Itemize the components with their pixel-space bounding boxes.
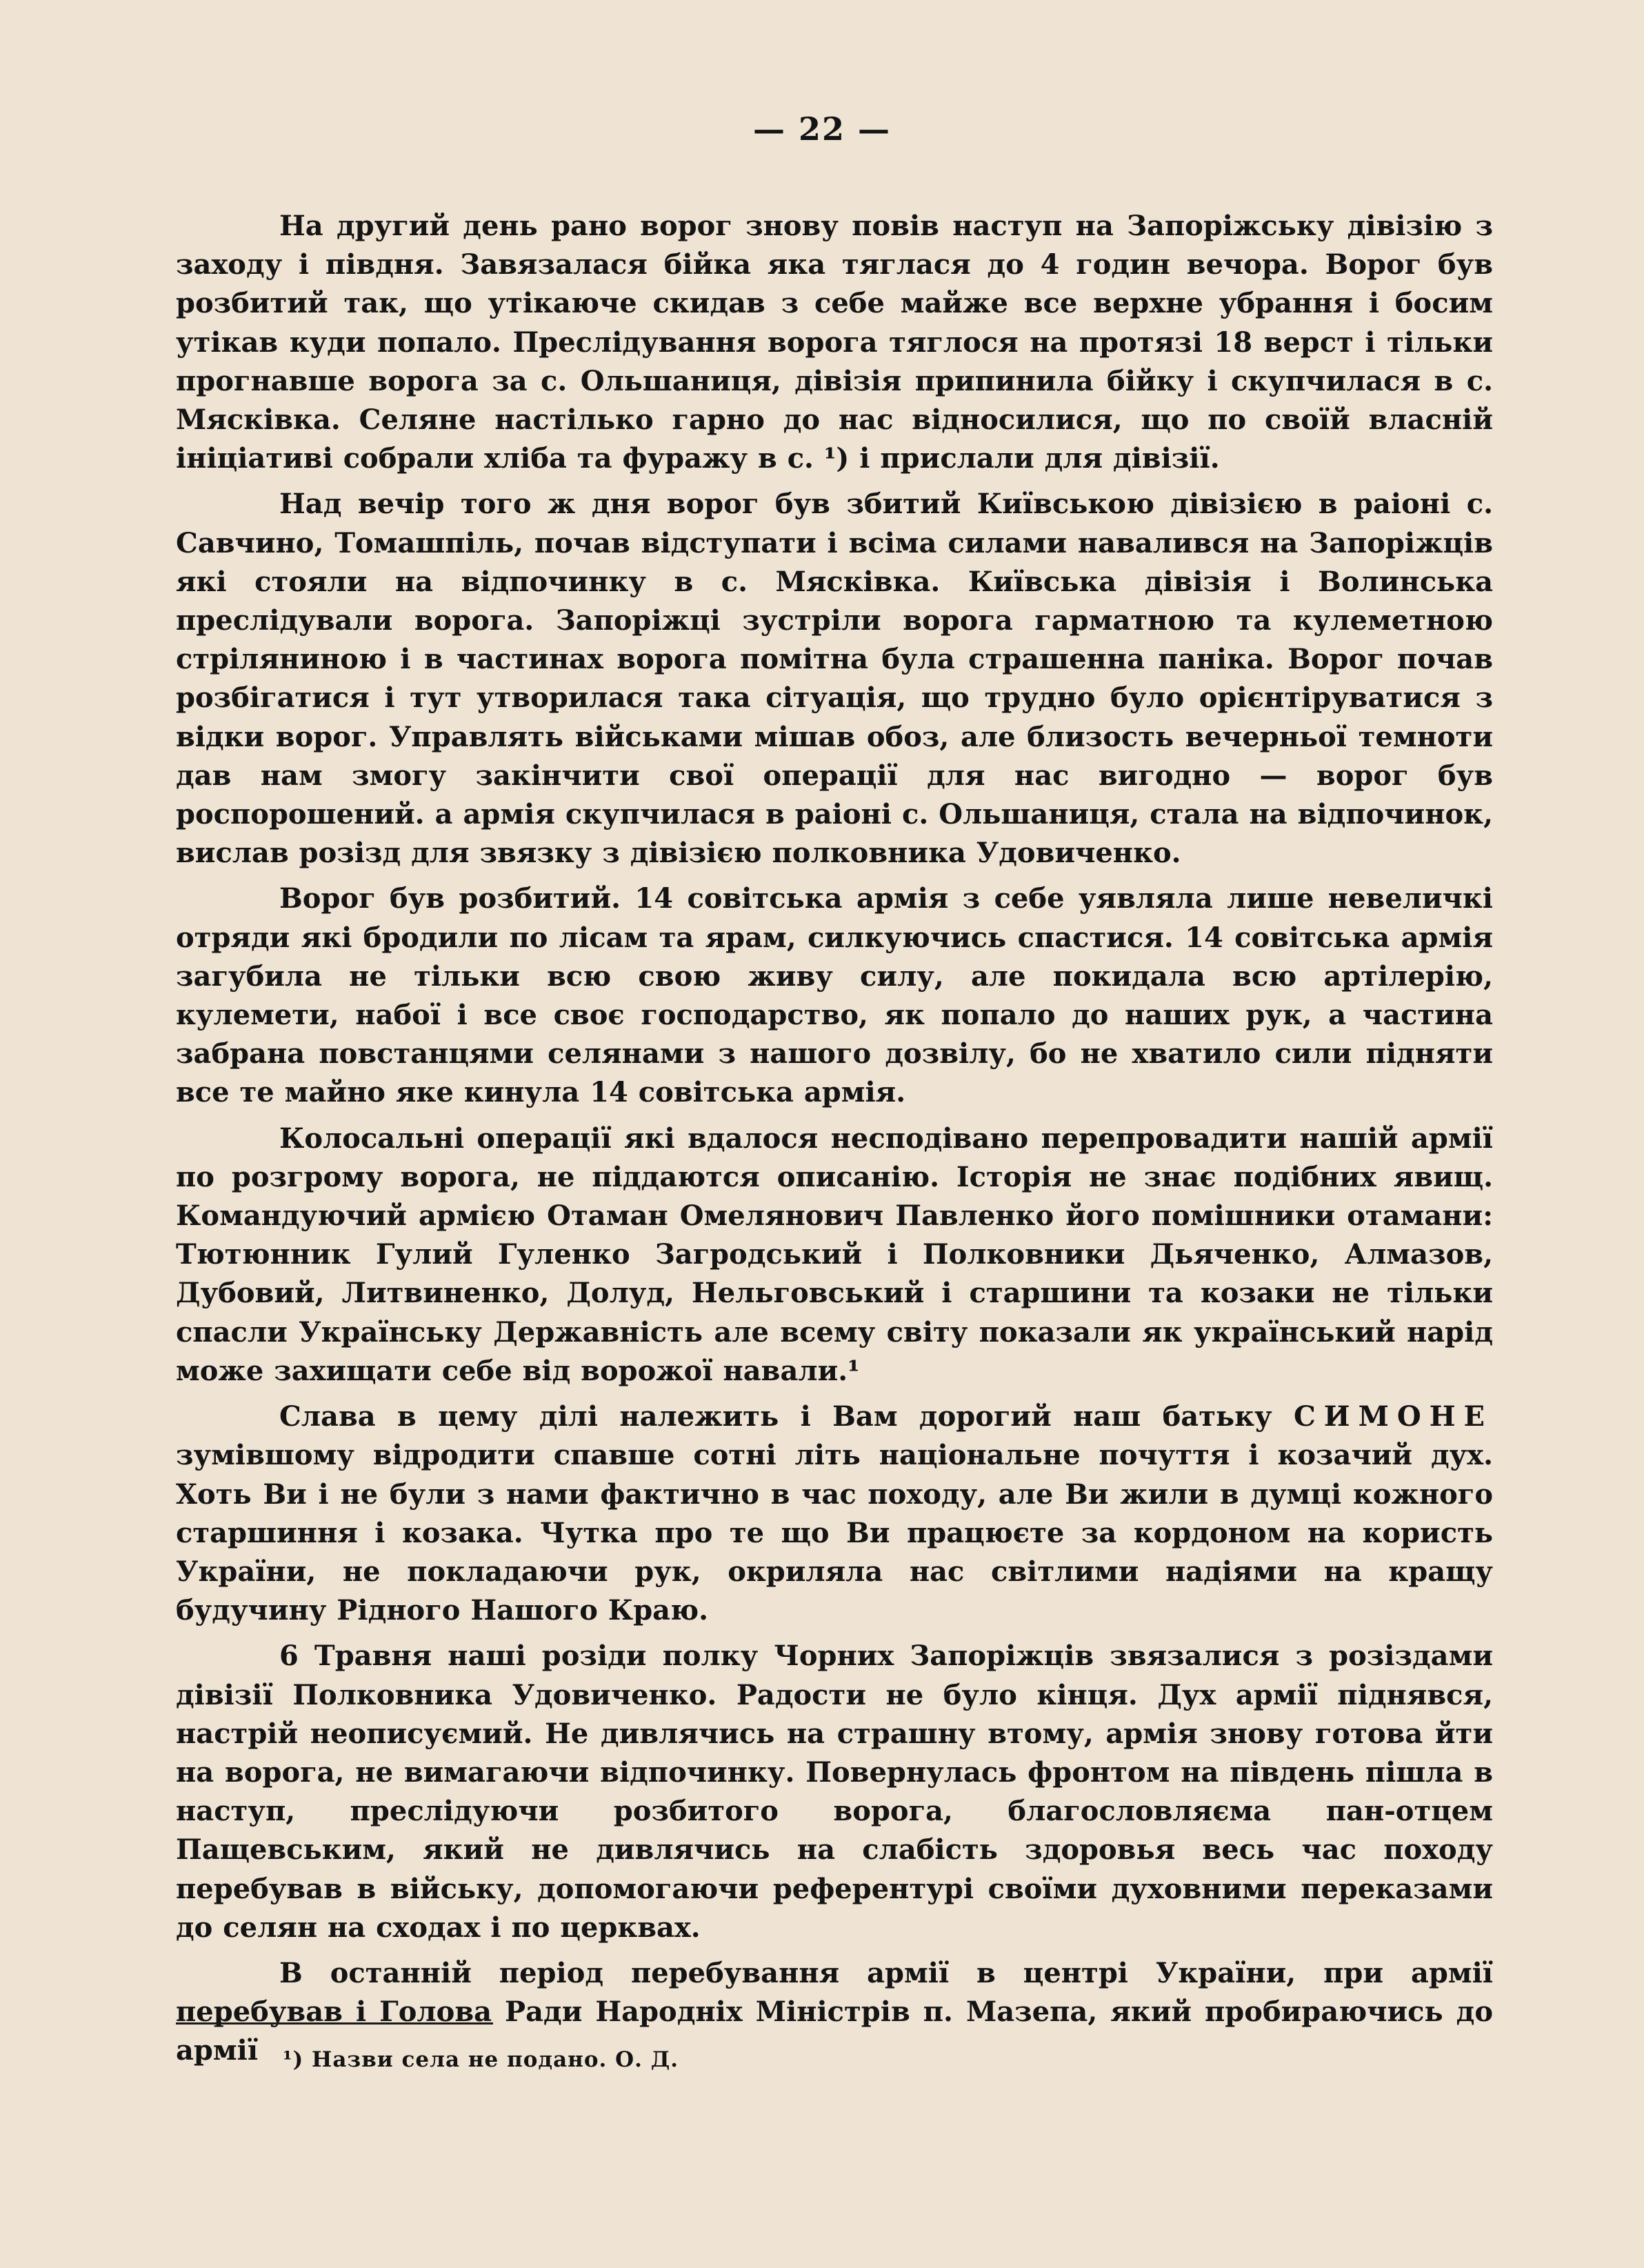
footnote-divider [176, 2022, 493, 2025]
body-text [176, 207, 1493, 2078]
paragraph-5-before: Слава в цему ділі належить і Вам дорогий наш батьку [279, 1400, 1272, 1433]
paragraph-4: Колосальні операції які вдалося несподівано перепровадити нашій армії по розгрому ворога, не піддаются описанію. Історія не знає подібних явищ. Командуючий армією Отаман Омелянович Павленко його помішники отамани: Тютюнник Гулий Гуленко Загродський і Полковники Дьяченко, Алмазов, Дубовий, Литвиненко, Долуд, Нельговський і старшини та козаки не тільки спасли Українську Державність але всему світу показали як український нарід може захищати себе від ворожої навали.¹ [176, 1122, 1493, 1387]
page-number: — 22 — [752, 110, 892, 148]
footnote: ¹) Назви села не подано. О. Д. [283, 2047, 679, 2072]
paragraph-5-after: зумівшому відродити спавше сотні літь національне почуття і козачий дух. Хоть Ви і не були з нами фактично в час походу, але Ви жили в думці кожного старшиння і козака. Чутка про те що Ви працюєте за кордоном на користь України, не покладаючи рук, окриляла нас світлими надіями на кращу будучину Рідного Нашого Краю. [176, 1439, 1493, 1627]
addressee-name: СИМОНЕ [1293, 1400, 1493, 1433]
paragraph-1: На другий день рано ворог знову повів наступ на Запоріжську дівізію з заходу і півдня. Завязалася бійка яка тяглася до 4 годин вечора. Ворог був розбитий так, що утікаюче скидав з себе майже все верхне убрання і босим утікав куди попало. Преслідування ворога тяглося на протязі 18 верст і тільки прогнавше ворога за с. Ольшаниця, дівізія припинила бійку і скупчилася в с. Мясківка. Селяне настілько гарно до нас відносилися, що по своїй власній ініціативі собрали хліба та фуражу в с. ¹) і прислали для дівізії. [176, 210, 1493, 475]
paragraph-6: 6 Травня наші розіди полку Чорних Запоріжців звязалися з розіздами дівізії Полковника Удовиченко. Радости не було кінця. Дух армії піднявся, настрій неописуємий. Не дивлячись на страшну втому, армія знову готова йти на ворога, не вимагаючи відпочинку. Повернулась фронтом на південь пішла в наступ, преслідуючи розбитого ворога, благословляєма пан-отцем Пащевським, який не дивлячись на слабість здоровья весь час походу перебував в війську, допомогаючи референтурі своїми духовними переказами до селян на сходах і по церквах. [176, 1640, 1493, 1944]
paragraph-7: В останній період перебування армії в центрі України, при армії перебував і Голова Ради Народніх Міністрів п. Мазепа, який пробираючись до армії [176, 1956, 1493, 2067]
paragraph-3: Ворог був розбитий. 14 совітська армія з себе уявляла лише невеличкі отряди які бродили по лісам та ярам, силкуючись спастися. 14 совітська армія загубила не тільки всю свою живу силу, але покидала всю артілерію, кулемети, набої і все своє господарство, як попало до наших рук, а частина забрана повстанцями селянами з нашого дозвілу, бо не хватило сили підняти все те майно яке кинула 14 совітська армія. [176, 882, 1493, 1109]
paragraph-5 [176, 1397, 1493, 1630]
paragraph-2: Над вечір того ж дня ворог був збитий Київською дівізією в раіоні с. Савчино, Томашпіль, почав відступати і всіма силами навалився на Запоріжців які стояли на відпочинку в с. Мясківка. Київська дівізія і Волинська преслідували ворога. Запоріжці зустріли ворога гарматною та кулеметною стріляниною і в частинах ворога помітна була страшенна паніка. Ворог почав розбігатися і тут утворилася така сітуація, що трудно було орієнтіруватися з відки ворог. Управлять військами мішав обоз, але близость вечерньої темноти дав нам змогу закінчити свої операції для нас вигодно — ворог був роспорошений. а армія скупчилася в раіоні с. Ольшаниця, стала на відпочинок, вислав розізд для звязку з дівізією полковника Удовиченко. [176, 488, 1493, 870]
